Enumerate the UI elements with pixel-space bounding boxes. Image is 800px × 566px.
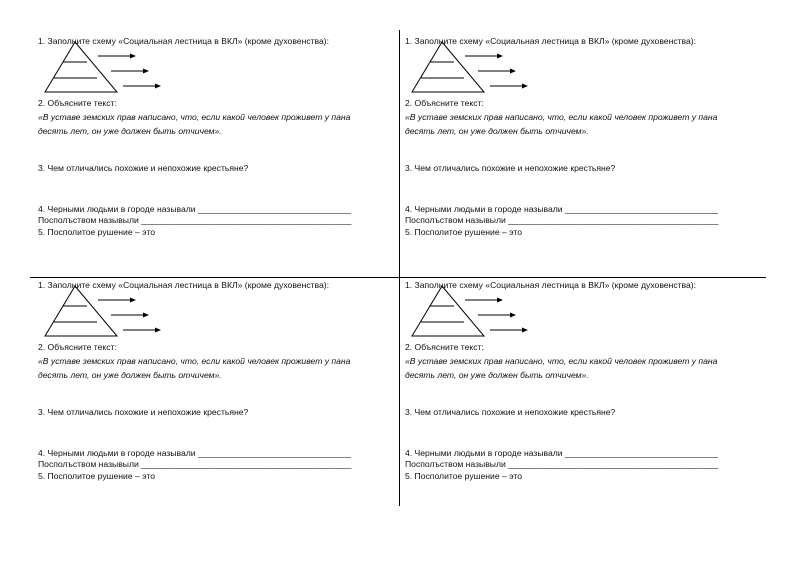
question-1: 1. Заполните схему «Социальная лестница в ВКЛ» (кроме духовенства): (405, 280, 697, 290)
question-1: 1. Заполните схему «Социальная лестница в ВКЛ» (кроме духовенства): (38, 36, 330, 46)
question-3: 3. Чем отличались похожие и непохожие крестьяне? (38, 163, 249, 173)
quote-line-2: десять лет, он уже должен быть отчичем». (38, 126, 222, 136)
question-1: 1. Заполните схему «Социальная лестница в ВКЛ» (кроме духовенства): (38, 280, 330, 290)
question-4a: 4. Черными людьми в городе называли ________________________________ (38, 204, 351, 214)
question-2: 2. Объясните текст: (405, 342, 484, 352)
question-1: 1. Заполните схему «Социальная лестница в ВКЛ» (кроме духовенства): (405, 36, 697, 46)
question-2: 2. Объясните текст: (38, 98, 117, 108)
question-4a: 4. Черными людьми в городе называли ________________________________ (405, 204, 718, 214)
question-4b: Посполъством назывыли ____________________________________________ (405, 215, 719, 225)
question-5: 5. Посполитое рушение – это (405, 227, 523, 237)
quote-line-1: «В уставе земских прав написано, что, если какой человек проживет у пана (405, 112, 718, 122)
social-ladder-pyramid-diagram (38, 286, 178, 346)
quote-line-2: десять лет, он уже должен быть отчичем». (38, 370, 222, 380)
quote-line-1: «В уставе земских прав написано, что, если какой человек проживет у пана (38, 112, 351, 122)
question-4a: 4. Черными людьми в городе называли ________________________________ (405, 448, 718, 458)
question-2: 2. Объясните текст: (38, 342, 117, 352)
question-4b: Посполъством назывыли ____________________________________________ (38, 459, 352, 469)
quote-line-2: десять лет, он уже должен быть отчичем». (405, 370, 589, 380)
vertical-cut-line (399, 30, 400, 506)
social-ladder-pyramid-diagram (405, 42, 545, 102)
question-5: 5. Посполитое рушение – это (38, 471, 156, 481)
question-3: 3. Чем отличались похожие и непохожие крестьяне? (38, 407, 249, 417)
question-4a: 4. Черными людьми в городе называли ________________________________ (38, 448, 351, 458)
worksheet-card (38, 36, 394, 266)
horizontal-cut-line (30, 277, 766, 278)
social-ladder-pyramid-diagram (38, 42, 178, 102)
quote-line-2: десять лет, он уже должен быть отчичем». (405, 126, 589, 136)
question-2: 2. Объясните текст: (405, 98, 484, 108)
question-3: 3. Чем отличались похожие и непохожие крестьяне? (405, 407, 616, 417)
worksheet-card (38, 280, 394, 510)
worksheet-card (405, 36, 761, 266)
quote-line-1: «В уставе земских прав написано, что, если какой человек проживет у пана (405, 356, 718, 366)
social-ladder-pyramid-diagram (405, 286, 545, 346)
worksheet-card (405, 280, 761, 510)
question-3: 3. Чем отличались похожие и непохожие крестьяне? (405, 163, 616, 173)
quote-line-1: «В уставе земских прав написано, что, если какой человек проживет у пана (38, 356, 351, 366)
question-5: 5. Посполитое рушение – это (38, 227, 156, 237)
question-4b: Посполъством назывыли ____________________________________________ (38, 215, 352, 225)
question-5: 5. Посполитое рушение – это (405, 471, 523, 481)
question-4b: Посполъством назывыли ____________________________________________ (405, 459, 719, 469)
